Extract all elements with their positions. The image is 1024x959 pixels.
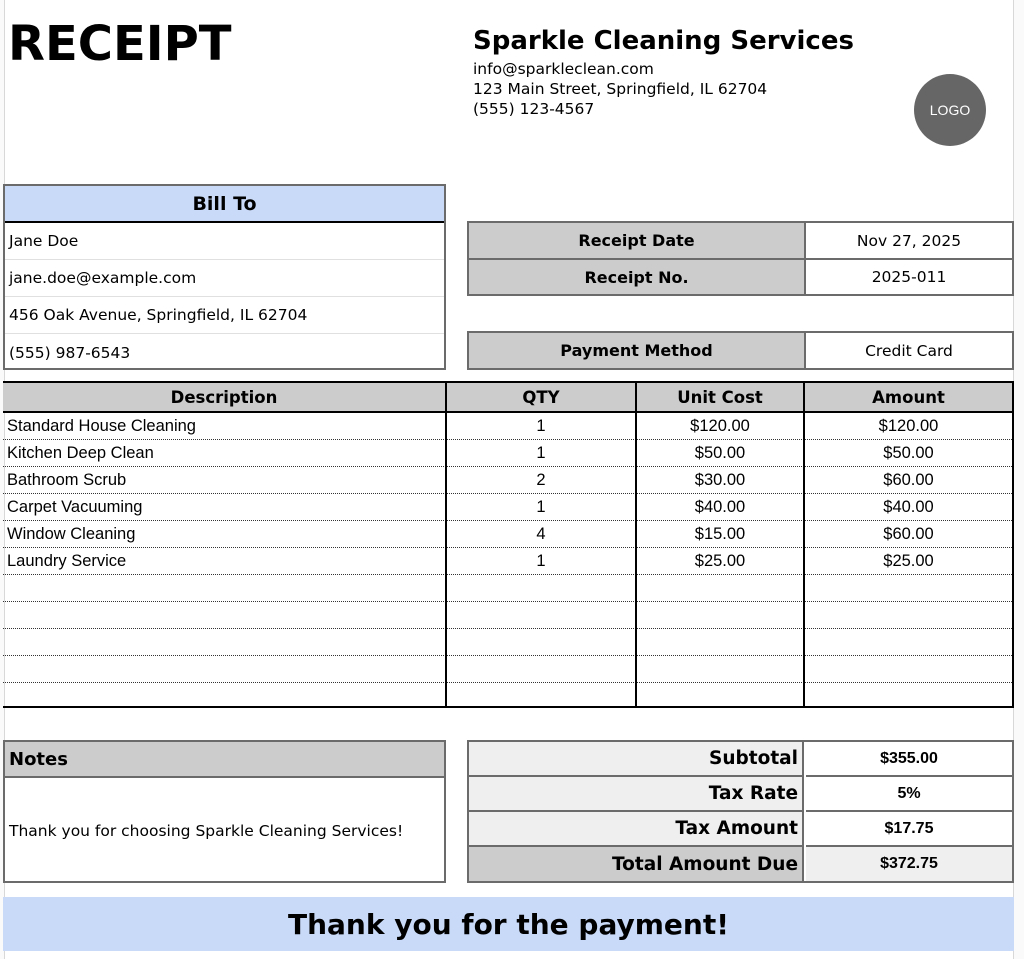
sheet-right-margin	[1013, 0, 1024, 959]
item-description[interactable]	[7, 575, 443, 601]
item-unit-cost[interactable]	[637, 575, 803, 601]
bill-to-heading: Bill To	[5, 186, 444, 223]
table-row	[3, 575, 1012, 602]
table-row	[3, 683, 1012, 710]
receipt-title: RECEIPT	[8, 16, 232, 72]
total-due-value[interactable]: $372.75	[806, 847, 1012, 881]
item-amount[interactable]	[805, 656, 1012, 682]
header-unit-cost: Unit Cost	[677, 387, 763, 407]
item-unit-cost[interactable]: $30.00	[694, 470, 746, 489]
item-amount[interactable]: $50.00	[883, 443, 934, 462]
item-description[interactable]	[7, 656, 443, 682]
subtotal-label: Subtotal	[469, 742, 804, 777]
tax-rate-label: Tax Rate	[469, 777, 804, 812]
header-amount: Amount	[872, 387, 945, 407]
item-qty[interactable]: 1	[536, 443, 546, 462]
item-qty[interactable]	[447, 602, 635, 628]
item-description[interactable]: Laundry Service	[7, 551, 127, 570]
tax-amount-value[interactable]: $17.75	[806, 812, 1012, 847]
item-unit-cost[interactable]	[637, 602, 803, 628]
item-description[interactable]	[7, 602, 443, 628]
totals-section	[467, 740, 1014, 883]
table-row	[3, 440, 1012, 467]
table-row	[3, 494, 1012, 521]
item-description[interactable]: Carpet Vacuuming	[7, 497, 143, 516]
bill-to-address[interactable]: 456 Oak Avenue, Springfield, IL 62704	[5, 297, 444, 334]
company-name: Sparkle Cleaning Services	[473, 26, 854, 56]
notes-heading: Notes	[5, 742, 444, 778]
item-description[interactable]	[7, 683, 443, 709]
bill-to-section	[3, 184, 446, 370]
column-divider	[635, 383, 637, 706]
payment-method-label: Payment Method	[469, 333, 806, 368]
item-unit-cost[interactable]: $40.00	[694, 497, 746, 516]
logo-placeholder: LOGO	[914, 74, 986, 146]
column-divider	[445, 383, 447, 706]
item-description[interactable]	[7, 629, 443, 655]
column-divider	[803, 383, 805, 706]
receipt-date-value[interactable]: Nov 27, 2025	[806, 223, 1012, 260]
item-amount[interactable]	[805, 629, 1012, 655]
notes-section	[3, 740, 446, 883]
item-qty[interactable]	[447, 656, 635, 682]
item-unit-cost[interactable]: $15.00	[694, 524, 746, 543]
payment-method-value[interactable]: Credit Card	[865, 341, 953, 360]
item-amount[interactable]	[805, 602, 1012, 628]
receipt-number-value[interactable]: 2025-011	[871, 268, 947, 286]
notes-text[interactable]: Thank you for choosing Sparkle Cleaning Services!	[9, 821, 404, 840]
item-unit-cost[interactable]	[637, 629, 803, 655]
item-amount[interactable]	[805, 575, 1012, 601]
item-qty[interactable]: 4	[536, 524, 546, 543]
thank-you-banner: Thank you for the payment!	[3, 897, 1014, 951]
item-qty[interactable]: 1	[536, 416, 546, 435]
company-address: 123 Main Street, Springfield, IL 62704	[473, 80, 768, 98]
item-description[interactable]: Kitchen Deep Clean	[7, 443, 154, 462]
company-phone: (555) 123-4567	[473, 100, 595, 118]
item-description[interactable]: Bathroom Scrub	[7, 470, 127, 489]
table-row	[3, 602, 1012, 629]
bill-to-phone[interactable]: (555) 987-6543	[9, 343, 131, 362]
subtotal-value[interactable]: $355.00	[806, 742, 1012, 777]
item-amount[interactable]: $120.00	[878, 416, 939, 435]
item-unit-cost[interactable]	[637, 683, 803, 709]
table-row	[3, 467, 1012, 494]
table-row	[3, 656, 1012, 683]
bill-to-name[interactable]: Jane Doe	[5, 223, 444, 260]
items-table	[3, 381, 1014, 708]
tax-rate-value[interactable]: 5%	[806, 777, 1012, 812]
item-unit-cost[interactable]	[637, 656, 803, 682]
table-row	[3, 548, 1012, 575]
total-due-label: Total Amount Due	[469, 847, 804, 881]
item-qty[interactable]	[447, 575, 635, 601]
item-amount[interactable]: $60.00	[883, 524, 934, 543]
item-unit-cost[interactable]: $120.00	[690, 416, 750, 435]
item-description[interactable]: Standard House Cleaning	[7, 416, 196, 435]
item-qty[interactable]: 2	[536, 470, 546, 489]
item-amount[interactable]: $60.00	[883, 470, 934, 489]
item-qty[interactable]: 1	[536, 551, 546, 570]
tax-amount-label: Tax Amount	[469, 812, 804, 847]
item-amount[interactable]: $40.00	[883, 497, 934, 516]
item-unit-cost[interactable]: $50.00	[694, 443, 746, 462]
receipt-info-box	[467, 221, 1014, 296]
company-email: info@sparkleclean.com	[473, 60, 654, 78]
header-qty: QTY	[522, 387, 560, 407]
item-qty[interactable]	[447, 683, 635, 709]
table-row	[3, 629, 1012, 656]
table-row	[3, 521, 1012, 548]
header-description: Description	[170, 387, 278, 407]
item-amount[interactable]: $25.00	[883, 551, 934, 570]
payment-method-box	[467, 331, 1014, 370]
item-qty[interactable]: 1	[536, 497, 546, 516]
table-row	[3, 413, 1012, 440]
item-unit-cost[interactable]: $25.00	[694, 551, 746, 570]
items-header-row	[3, 383, 1012, 413]
item-amount[interactable]	[805, 683, 1012, 709]
bill-to-email[interactable]: jane.doe@example.com	[5, 260, 444, 297]
receipt-number-label: Receipt No.	[469, 260, 806, 294]
receipt-date-label: Receipt Date	[469, 223, 806, 260]
item-qty[interactable]	[447, 629, 635, 655]
item-description[interactable]: Window Cleaning	[7, 524, 136, 543]
